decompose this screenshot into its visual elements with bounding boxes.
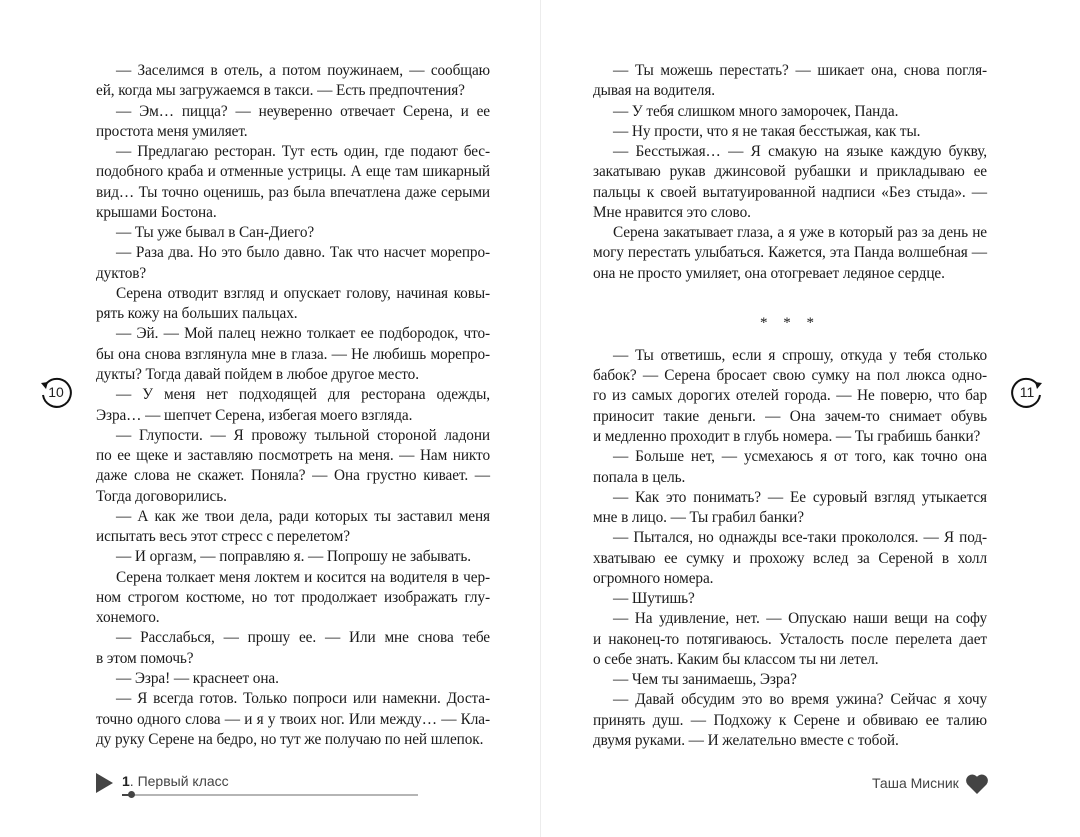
text-line: — Раза два. Но это было давно. Так что насчет морепро- [116,244,490,262]
text-line: Эзра… — шепчет Серена, избегая моего взгляда. [96,406,413,424]
text-line: Серена отводит взгляд и опускает голову, начиная ковы- [116,284,490,302]
text-line: — Ну прости, что я не такая бесстыжая, как ты. [613,122,921,140]
text-line: ду руку Серене на бедро, но тут же получаю по ней шлепок. [96,730,484,748]
text-line: рять кожу на больших пальцах. [96,305,298,323]
text-line: — Заселимся в отель, а потом поужинаем, — сообщаю [116,62,490,79]
page-divider [540,0,541,837]
text-line: — Эй. — Мой палец нежно толкает ее подбородок, что- [116,325,490,343]
text-line: — Ты ответишь, если я спрошу, откуда у тебя столько [613,346,987,364]
text-line: — Давай обсудим это во время ужина? Сейчас я хочу [613,691,987,709]
text-line: — Пытался, но однажды все-таки прокололся. — Я под- [613,529,987,547]
next-page-button[interactable] [1010,375,1044,409]
text-line: Мне нравится это слово. [593,203,751,221]
page-number-left: 10 [48,384,64,400]
text-line: бы она снова взглянула мне в глаза. — Не любишь морепро- [96,345,490,363]
text-line: огромного номера. [593,569,714,587]
right-page-text [593,61,987,751]
book-author: Таша Мисник [872,775,959,791]
chapter-name: . Первый класс [129,773,229,789]
previous-page-button[interactable] [39,375,73,409]
text-line: пальцы к своей вытатуированной надписи «Без стыда». — [593,183,987,201]
text-line: го из самых дорогих отелей города. — Не поверю, что бар [593,387,987,405]
text-line: даже слова не скажет. Поняла? — Она грустно кивает. — [96,467,490,485]
text-line: крышами Бостона. [96,203,217,221]
text-line: — Расслабься, — прошу ее. — Или мне снова тебе [116,629,490,647]
text-line: ном строгом костюме, но тот продолжает изображать глу- [96,588,490,606]
text-line: — Шутишь? [613,590,695,608]
chapter-progress-slider[interactable] [122,794,418,796]
text-line: — Эм… пицца? — неуверенно отвечает Серена, и ее [116,102,490,120]
text-line: — Глупости. — Я провожу тыльной стороной ладони [116,426,490,444]
text-line: испытать весь этот стресс с перелетом? [96,528,350,546]
text-line: — Предлагаю ресторан. Тут есть один, где подают бес- [116,143,490,161]
text-line: ей, когда мы загружаемся в такси. — Есть предпочтения? [96,82,465,100]
text-line: — Ты можешь перестать? — шикает она, снова погля- [613,62,987,79]
text-line: и медленно проходит в глубь номера. — Ты грабишь банки? [593,427,981,445]
text-line: — Чем ты занимаешь, Эзра? [613,671,797,689]
chapter-progress-knob[interactable] [128,791,135,798]
text-line: — На удивление, нет. — Опускаю наши вещи на софу [613,610,987,628]
text-line: — И оргазм, — поправляю я. — Попрошу не забывать. [116,548,471,566]
text-line: — Как это понимать? — Ее суровый взгляд утыкается [613,488,987,506]
text-line: попала в цель. [593,468,686,486]
text-line: — У тебя слишком много заморочек, Панда. [613,102,899,120]
text-line: — Больше нет, — усмехаюсь я от того, как точно она [613,448,987,466]
text-line: о себе знать. Каким бы классом ты ни летел. [593,650,879,668]
text-line: она не просто умиляет, она отогревает ледяное сердце. [593,264,945,282]
text-line: — У меня нет подходящей для ресторана одежды, [116,386,490,404]
text-line: хватываю ее сумку и прохожу вслед за Сереной в холл [593,549,987,567]
text-line: могу перестать улыбаться. Кажется, эта Панда волшебная — [593,244,987,262]
text-line: закатываю рукав джинсовой рубашки и прикладываю ее [593,163,987,181]
page-number-right: 11 [1019,384,1035,400]
text-line: мне в лицо. — Ты грабил банки? [593,509,804,527]
text-line: двумя руками. — И желательно вместе с тобой. [593,731,899,749]
text-line: дуктов? [96,264,147,282]
text-line: точно одного слова — и я у твоих ног. Или между… — Кла- [96,710,490,728]
left-page-text [96,61,490,750]
text-line: — Эзра! — краснеет она. [116,669,279,687]
scene-break: * * * [760,314,820,331]
chapter-title[interactable] [122,773,229,789]
text-line: Тогда договорились. [96,487,227,505]
text-line: — Бесстыжая… — Я смакую на языке каждую букву, [613,143,987,161]
text-line: хонемого. [96,609,160,627]
text-line: Серена закатывает глаза, а я уже в который раз за день не [613,224,987,242]
text-line: простота меня умиляет. [96,122,248,140]
text-line: подобного краба и отменные устрицы. А еще там шикарный [96,163,490,181]
text-line: — Ты уже бывал в Сан-Диего? [116,224,315,242]
text-line: в этом помочь? [96,649,194,667]
text-line: дукты? Тогда давай пойдем в любое другое место. [96,365,419,383]
text-line: дывая на водителя. [593,82,715,100]
text-line: — Я всегда готов. Только попроси или намекни. Доста- [116,690,490,708]
text-line: Серена толкает меня локтем и косится на водителя в чер- [116,568,490,586]
chapter-number: 1 [122,773,130,789]
text-line: приносит такие деньги. — Она зачем-то снимает обувь [593,407,987,425]
heart-icon[interactable] [965,773,989,795]
text-line: по ее щеке и заставляю посмотреть на меня. — Нам никто [96,447,490,465]
text-line: и наконец-то потягиваюсь. Усталость после перелета дает [593,630,987,648]
play-icon[interactable] [96,773,113,793]
text-line: — А как же твои дела, ради которых ты заставил меня [116,507,490,525]
text-line: вид… Ты точно оценишь, раз была впечатлена даже серыми [96,183,490,201]
text-line: принять душ. — Подхожу к Серене и обвиваю ее талию [593,711,987,729]
text-line: бабок? — Серена бросает свою сумку на пол люкса одно- [593,367,987,385]
